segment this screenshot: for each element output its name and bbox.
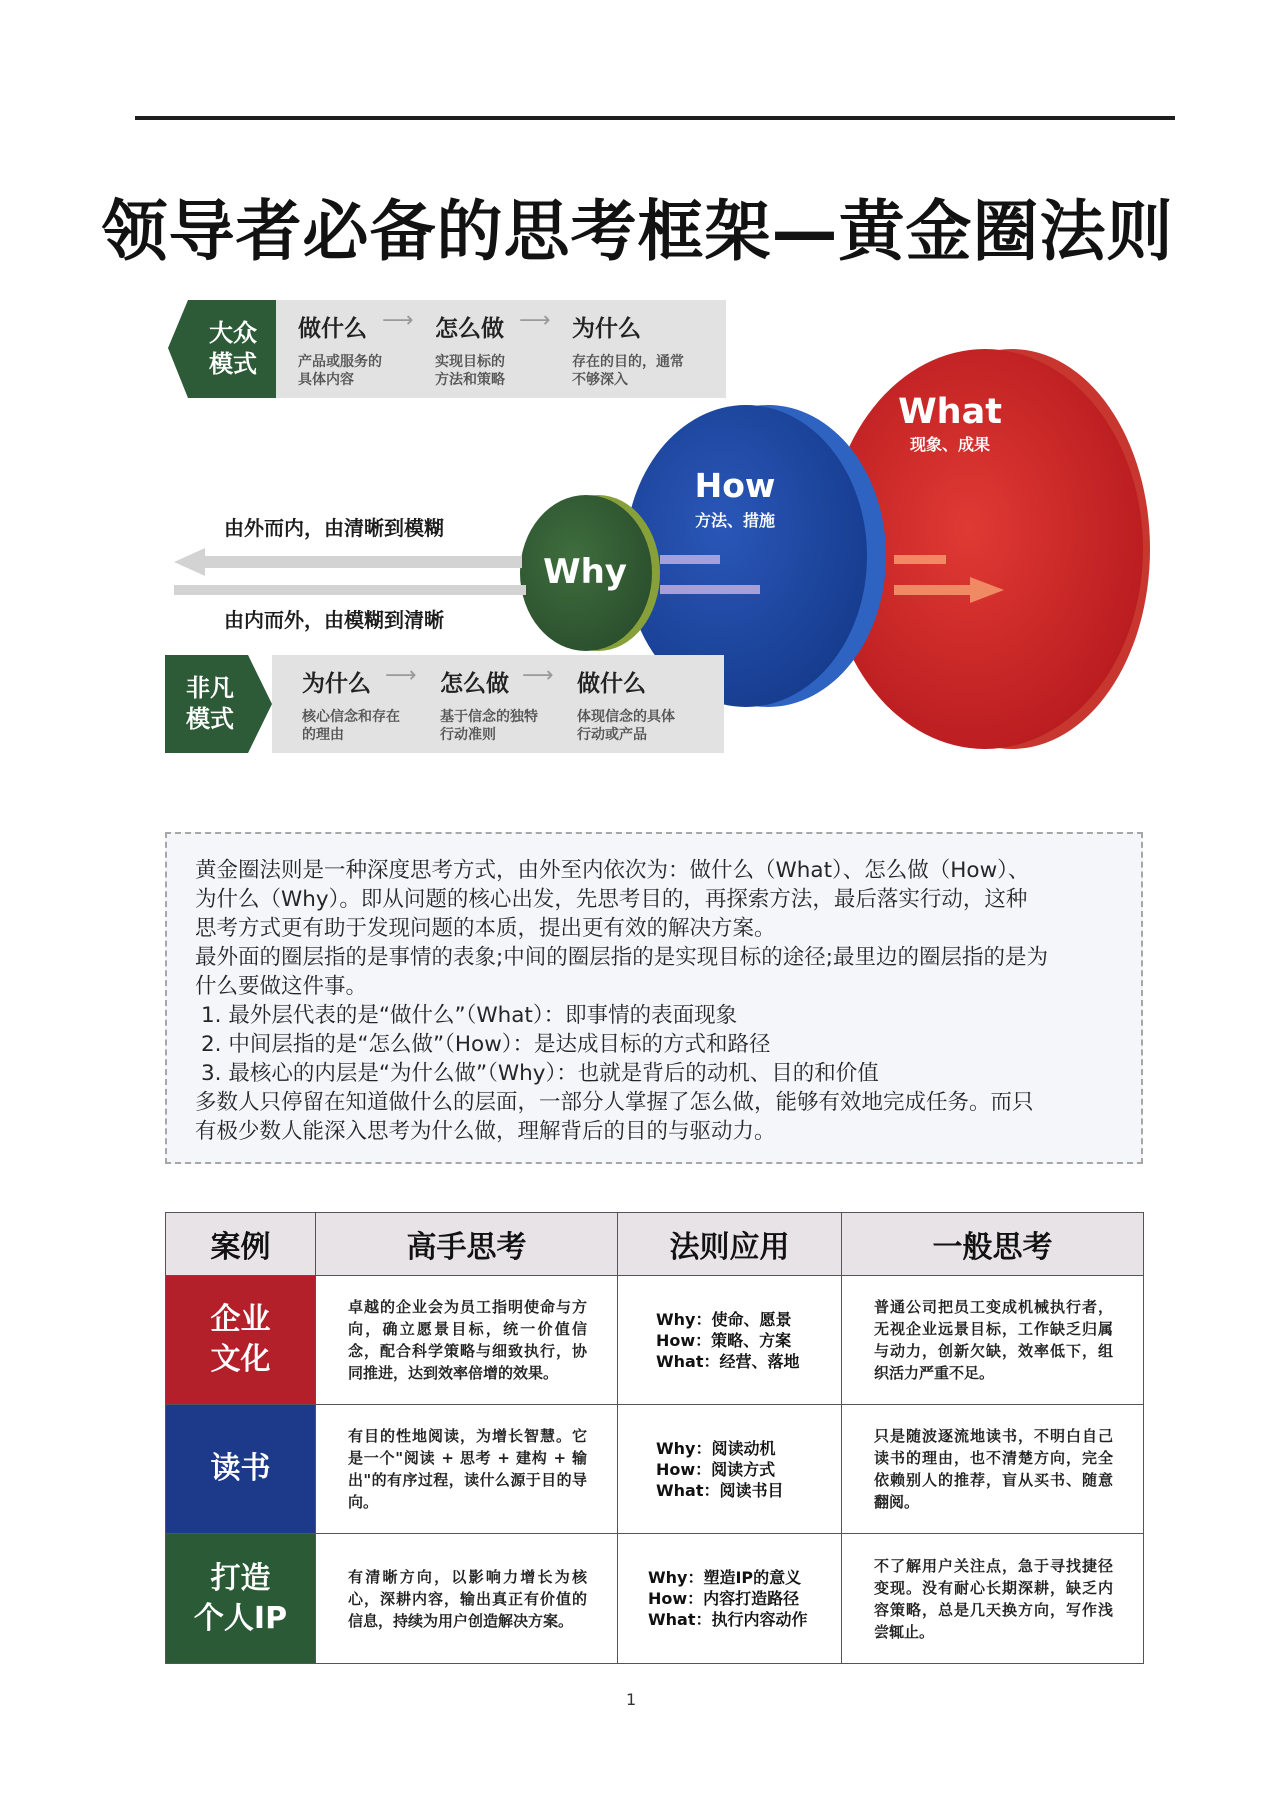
desc-line-2: 为什么（Why）。即从问题的核心出发，先思考目的，再探索方法，最后落实行动，这种	[195, 887, 1028, 912]
public-step-3-desc-2: 不够深入	[572, 372, 628, 388]
desc-line-1: 黄金圈法则是一种深度思考方式，由外至内依次为：做什么（What）、怎么做（How）、	[195, 858, 1030, 883]
case-label-line: 个人IP	[193, 1600, 288, 1636]
rule-why: Why：塑造IP的意义	[648, 1568, 802, 1587]
extraordinary-step-arrow-2: ⟶	[522, 663, 554, 688]
public-mode-tag-line1: 大众	[209, 319, 257, 347]
rule-how: How：内容打造路径	[648, 1589, 800, 1608]
top-rule	[135, 116, 1175, 120]
extraordinary-step-1	[302, 665, 437, 744]
rule-application-cell	[618, 1405, 842, 1534]
extraordinary-step-2-desc-1: 基于信念的独特	[440, 709, 538, 725]
extraordinary-step-1-desc-2: 的理由	[302, 727, 344, 743]
red-bar-upper	[894, 555, 946, 564]
case-reading	[166, 1405, 316, 1534]
inside-out-line	[174, 585, 526, 595]
public-step-2-title: 怎么做	[435, 316, 504, 342]
header-case: 案例	[166, 1213, 316, 1276]
public-mode-tag	[190, 300, 276, 398]
extraordinary-step-2-desc-2: 行动准则	[440, 727, 496, 743]
public-step-1-desc-2: 具体内容	[298, 372, 354, 388]
public-step-2-desc-2: 方法和策略	[435, 372, 505, 388]
case-corporate-culture	[166, 1276, 316, 1405]
extraordinary-step-2	[440, 665, 575, 744]
header-ordinary: 一般思考	[842, 1213, 1144, 1276]
ordinary-thinking-cell: 普通公司把员工变成机械执行者，无视企业远景目标，工作缺乏归属与动力，创新欠缺，效率低下，组织活力严重不足。	[842, 1276, 1144, 1405]
purple-bar-upper	[660, 555, 720, 564]
page-number: 1	[626, 1690, 637, 1709]
table-row	[166, 1405, 1144, 1534]
rule-application-cell	[618, 1276, 842, 1405]
extraordinary-mode-tag-line1: 非凡	[186, 674, 234, 702]
extraordinary-mode-tag	[165, 655, 255, 753]
desc-item-1: 1. 最外层代表的是“做什么”（What）：即事情的表面现象	[201, 1003, 738, 1028]
extraordinary-step-1-desc-1: 核心信念和存在	[302, 709, 400, 725]
how-sub: 方法、措施	[694, 511, 775, 530]
rule-why: Why：使命、愿景	[656, 1309, 792, 1329]
rule-what: What：阅读书目	[656, 1480, 784, 1500]
public-mode-tag-line2: 模式	[209, 350, 257, 378]
expert-thinking-cell: 卓越的企业会为员工指明使命与方向，确立愿景目标，统一价值信念，配合科学策略与细致执行，协同推进，达到效率倍增的效果。	[316, 1276, 618, 1405]
extraordinary-step-3-desc-1: 体现信念的具体	[577, 709, 675, 725]
desc-line-4: 最外面的圈层指的是事情的表象;中间的圈层指的是实现目标的途径;最里边的圈层指的是为	[195, 945, 1048, 970]
extraordinary-step-2-title: 怎么做	[440, 671, 509, 697]
rule-what: What：经营、落地	[656, 1351, 800, 1371]
golden-circle-diagram	[0, 300, 1275, 820]
extraordinary-step-3-desc-2: 行动或产品	[577, 727, 647, 743]
direction-inside-out: 由内而外，由模糊到清晰	[224, 608, 444, 632]
case-table	[165, 1212, 1144, 1664]
desc-line-5: 什么要做这件事。	[195, 974, 368, 999]
desc-line-3: 思考方式更有助于发现问题的本质，提出更有效的解决方案。	[195, 916, 776, 941]
case-personal-ip	[166, 1534, 316, 1664]
purple-bar-lower	[660, 585, 760, 594]
header-rule: 法则应用	[618, 1213, 842, 1276]
desc-item-3: 3. 最核心的内层是“为什么做”（Why）：也就是背后的动机、目的和价值	[201, 1061, 879, 1086]
case-label-line: 读书	[210, 1451, 271, 1486]
public-step-arrow-2: ⟶	[519, 308, 551, 333]
public-step-1-title: 做什么	[298, 316, 367, 342]
what-sub: 现象、成果	[909, 435, 990, 454]
page-title: 领导者必备的思考框架—黄金圈法则	[101, 193, 1174, 270]
public-step-1-desc-1: 产品或服务的	[298, 354, 382, 370]
rule-what: What：执行内容动作	[648, 1610, 808, 1629]
rule-application-cell	[618, 1534, 842, 1664]
why-label: Why	[543, 552, 627, 592]
direction-outside-in: 由外而内，由清晰到模糊	[224, 516, 444, 540]
extraordinary-mode-tag-line2: 模式	[186, 705, 234, 733]
ordinary-thinking-cell: 只是随波逐流地读书，不明白自己读书的理由，也不清楚方向，完全依赖别人的推荐，盲从买书、随意翻阅。	[842, 1405, 1144, 1534]
table-row	[166, 1534, 1144, 1664]
extraordinary-step-arrow-1: ⟶	[385, 663, 417, 688]
case-label-line: 文化	[210, 1342, 271, 1377]
desc-closing-1: 多数人只停留在知道做什么的层面，一部分人掌握了怎么做，能够有效地完成任务。而只	[195, 1090, 1034, 1115]
what-label: What	[898, 392, 1002, 432]
desc-item-2: 2. 中间层指的是“怎么做”（How）：是达成目标的方式和路径	[201, 1032, 771, 1057]
extraordinary-step-1-title: 为什么	[302, 671, 371, 697]
rule-why: Why：阅读动机	[656, 1438, 776, 1458]
expert-thinking-cell: 有清晰方向，以影响力增长为核心，深耕内容，输出真正有价值的信息，持续为用户创造解决方案。	[316, 1534, 618, 1664]
rule-how: How：策略、方案	[656, 1330, 792, 1350]
header-expert: 高手思考	[316, 1213, 618, 1276]
how-label: How	[694, 466, 776, 505]
rule-how: How：阅读方式	[656, 1459, 776, 1479]
extraordinary-step-3	[577, 665, 717, 744]
table-header-row	[166, 1213, 1144, 1276]
public-step-2-desc-1: 实现目标的	[435, 354, 505, 370]
case-label-line: 打造	[210, 1560, 271, 1596]
public-step-arrow-1: ⟶	[382, 308, 414, 333]
extraordinary-step-3-title: 做什么	[577, 671, 646, 697]
public-step-3-desc-1: 存在的目的，通常	[572, 354, 684, 370]
ordinary-thinking-cell: 不了解用户关注点，急于寻找捷径变现。没有耐心长期深耕，缺乏内容策略，总是几天换方向，写作浅尝辄止。	[842, 1534, 1144, 1664]
case-label-line: 企业	[210, 1302, 271, 1337]
public-step-3-title: 为什么	[572, 316, 641, 342]
expert-thinking-cell: 有目的性地阅读，为增长智慧。它是一个"阅读 + 思考 + 建构 + 输出"的有序过程，读什么源于目的导向。	[316, 1405, 618, 1534]
description-box	[165, 832, 1143, 1164]
public-step-3	[572, 310, 722, 389]
outside-in-arrow	[174, 548, 522, 576]
desc-closing-2: 有极少数人能深入思考为什么做，理解背后的目的与驱动力。	[195, 1119, 776, 1144]
table-row	[166, 1276, 1144, 1405]
